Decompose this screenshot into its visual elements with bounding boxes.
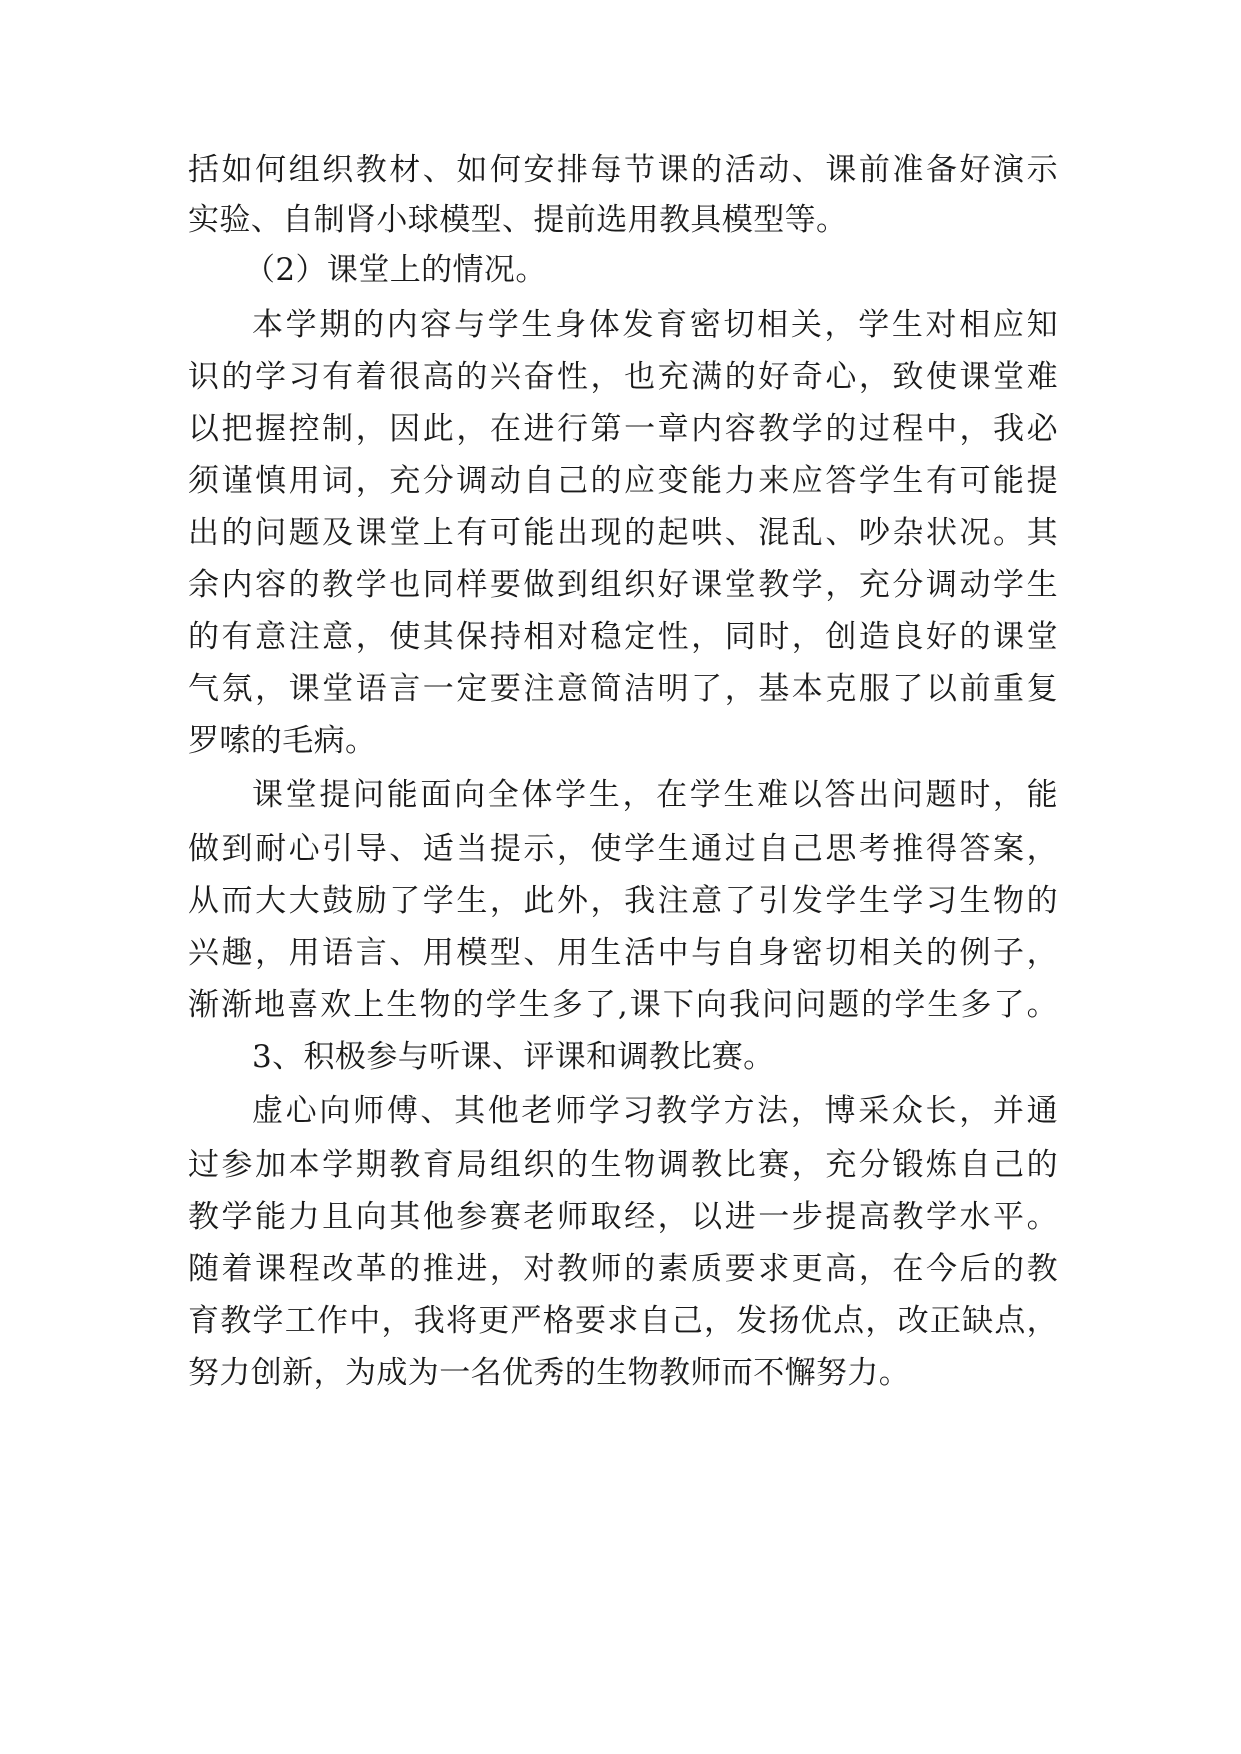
text-line: 括如何组织教材、如何安排每节课的活动、课前准备好演示 [188,152,1058,188]
text-line: 兴趣，用语言、用模型、用生活中与自身密切相关的例子， [188,935,1058,971]
text-line: 课堂提问能面向全体学生，在学生难以答出问题时，能 [252,777,1058,813]
section-heading: （2）课堂上的情况。 [244,252,547,288]
text-line: 气氛，课堂语言一定要注意简洁明了，基本克服了以前重复 [188,671,1058,707]
text-line: 从而大大鼓励了学生，此外，我注意了引发学生学习生物的 [188,883,1058,919]
text-line: 的有意注意，使其保持相对稳定性，同时，创造良好的课堂 [188,619,1058,655]
text-line: 虚心向师傅、其他老师学习教学方法，博采众长，并通 [252,1093,1058,1129]
text-line: 努力创新，为成为一名优秀的生物教师而不懈努力。 [188,1355,911,1391]
section-heading: 3、积极参与听课、评课和调教比赛。 [252,1039,775,1075]
text-line: 实验、自制肾小球模型、提前选用教具模型等。 [188,202,848,238]
text-line: 随着课程改革的推进，对教师的素质要求更高，在今后的教 [188,1251,1058,1287]
text-line: 过参加本学期教育局组织的生物调教比赛，充分锻炼自己的 [188,1147,1058,1183]
text-line: 教学能力且向其他参赛老师取经，以进一步提高教学水平。 [188,1199,1058,1235]
text-line: 本学期的内容与学生身体发育密切相关，学生对相应知 [252,307,1058,343]
text-line: 罗嗦的毛病。 [188,723,377,759]
text-line: 以把握控制，因此，在进行第一章内容教学的过程中，我必 [188,411,1058,447]
text-line: 识的学习有着很高的兴奋性，也充满的好奇心，致使课堂难 [188,359,1058,395]
text-line: 出的问题及课堂上有可能出现的起哄、混乱、吵杂状况。其 [188,515,1058,551]
text-line: 做到耐心引导、适当提示，使学生通过自己思考推得答案， [188,831,1058,867]
text-line: 须谨慎用词，充分调动自己的应变能力来应答学生有可能提 [188,463,1058,499]
text-line: 余内容的教学也同样要做到组织好课堂教学，充分调动学生 [188,567,1058,603]
text-line: 渐渐地喜欢上生物的学生多了,课下向我问问题的学生多了。 [188,987,1058,1023]
text-line: 育教学工作中，我将更严格要求自己，发扬优点，改正缺点， [188,1303,1058,1339]
